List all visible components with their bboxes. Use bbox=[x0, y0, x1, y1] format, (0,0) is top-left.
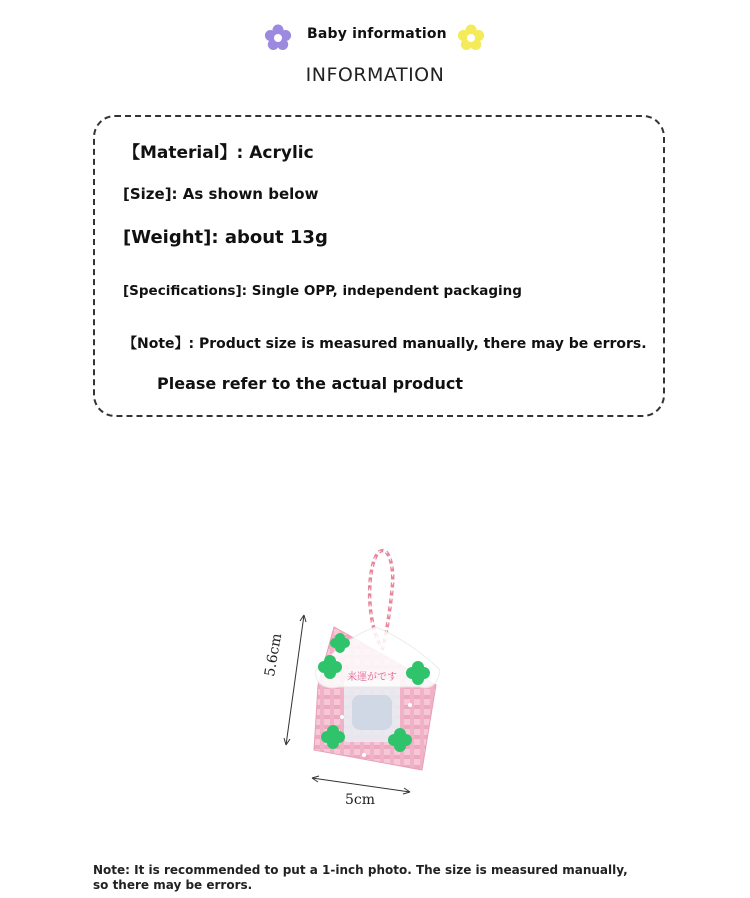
footer-note: Note: It is recommended to put a 1-inch photo. The size is measured manually, so there may be errors. bbox=[93, 863, 628, 892]
size-line: [Size]: As shown below bbox=[123, 185, 319, 203]
note-line: 【Note】: Product size is measured manually, there may be errors. bbox=[123, 336, 647, 352]
height-dimension-line bbox=[286, 615, 304, 745]
height-label: 5.6cm bbox=[262, 632, 286, 678]
width-label: 5cm bbox=[345, 792, 376, 808]
sign-text: 来運がです bbox=[347, 672, 397, 683]
width-dimension-line bbox=[312, 778, 410, 792]
purple-flower-icon bbox=[264, 24, 292, 52]
info-box bbox=[93, 115, 665, 417]
section-title: INFORMATION bbox=[305, 64, 445, 86]
product-keychain-image bbox=[260, 545, 440, 815]
note-continuation-line: Please refer to the actual product bbox=[157, 374, 463, 393]
specifications-line: [Specifications]: Single OPP, independent packaging bbox=[123, 283, 522, 299]
header-title: Baby information bbox=[307, 26, 447, 42]
material-line: 【Material】: Acrylic bbox=[123, 143, 314, 163]
weight-line: [Weight]: about 13g bbox=[123, 227, 328, 248]
header bbox=[0, 22, 750, 52]
yellow-flower-icon bbox=[457, 24, 485, 52]
